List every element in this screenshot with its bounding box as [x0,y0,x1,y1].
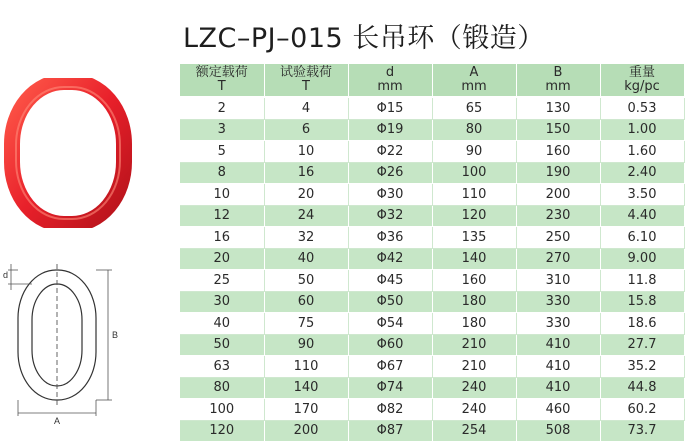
table-cell: 8 [180,162,264,184]
table-cell: 330 [516,313,600,335]
column-header-unit: T [302,79,310,94]
table-cell: 90 [264,334,348,356]
column-header [432,64,516,97]
table-row [180,291,684,313]
table-cell: 150 [516,119,600,141]
table-cell: 170 [264,399,348,421]
table-row [180,420,684,442]
column-header-unit: T [217,79,226,94]
table-cell: Φ36 [348,227,432,249]
table-cell: 90 [432,141,516,163]
table-cell: 18.6 [600,313,684,335]
table-cell: 180 [432,291,516,313]
table-cell: Φ67 [348,356,432,378]
table-row [180,227,684,249]
table-row [180,248,684,270]
table-cell: 310 [516,270,600,292]
table-cell: 5 [180,141,264,163]
table-cell: Φ45 [348,270,432,292]
table-cell: 210 [432,334,516,356]
table-cell: 180 [432,313,516,335]
table-cell: 110 [264,356,348,378]
column-header [516,64,600,97]
table-cell: 73.7 [600,420,684,442]
table-cell: 20 [264,184,348,206]
table-cell: 410 [516,334,600,356]
table-row [180,97,684,119]
table-cell: 2 [180,97,264,119]
table-cell: 9.00 [600,248,684,270]
table-cell: Φ32 [348,205,432,227]
table-cell: Φ22 [348,141,432,163]
table-cell: 4.40 [600,205,684,227]
table-cell: Φ26 [348,162,432,184]
table-cell: 1.00 [600,119,684,141]
table-cell: 27.7 [600,334,684,356]
label-b: B [112,330,119,340]
table-cell: 44.8 [600,377,684,399]
column-header-unit: kg/pc [624,79,660,94]
table-cell: 80 [432,119,516,141]
table-cell: 4 [264,97,348,119]
table-cell: Φ50 [348,291,432,313]
table-cell: 16 [264,162,348,184]
table-cell: 0.53 [600,97,684,119]
table-cell: 270 [516,248,600,270]
table-cell: Φ19 [348,119,432,141]
column-header-label: 额定载荷 [195,65,248,80]
table-cell: 24 [264,205,348,227]
table-cell: 240 [432,377,516,399]
table-cell: 50 [180,334,264,356]
table-cell: Φ82 [348,399,432,421]
table-cell: 10 [180,184,264,206]
table-cell: 10 [264,141,348,163]
column-header-label: d [385,65,395,80]
column-header-unit: mm [545,79,571,94]
table-row [180,270,684,292]
table-cell: 135 [432,227,516,249]
table-cell: 2.40 [600,162,684,184]
table-cell: 190 [516,162,600,184]
table-cell: 254 [432,420,516,442]
column-header-label: 重量 [628,65,655,80]
table-header-row [180,64,684,97]
table-body [180,97,684,442]
table-cell: 15.8 [600,291,684,313]
table-cell: Φ87 [348,420,432,442]
column-header [264,64,348,97]
table-cell: 110 [432,184,516,206]
table-cell: 210 [432,356,516,378]
table-cell: 30 [180,291,264,313]
table-cell: 65 [432,97,516,119]
column-header-unit: mm [377,79,403,94]
table-cell: 240 [432,399,516,421]
table-cell: 160 [516,141,600,163]
table-cell: 250 [516,227,600,249]
table-cell: 460 [516,399,600,421]
table-cell: 410 [516,377,600,399]
table-cell: 40 [180,313,264,335]
table-cell: 75 [264,313,348,335]
column-header-unit: mm [461,79,487,94]
table-cell: 6.10 [600,227,684,249]
table-cell: Φ54 [348,313,432,335]
table-cell: 3 [180,119,264,141]
table-cell: 140 [432,248,516,270]
column-header-label: 试验载荷 [279,65,332,80]
long-ring-photo [2,78,136,228]
table-cell: 35.2 [600,356,684,378]
table-cell: 130 [516,97,600,119]
dimension-diagram [0,256,140,426]
table-cell: 200 [516,184,600,206]
table-row [180,377,684,399]
table-cell: 3.50 [600,184,684,206]
column-header-label: A [469,65,479,80]
table-cell: 40 [264,248,348,270]
table-cell: 410 [516,356,600,378]
page-title: LZC–PJ–015 长吊环（锻造） [183,23,545,54]
table-cell: 100 [180,399,264,421]
table-row [180,399,684,421]
table-row [180,141,684,163]
table-cell: 50 [264,270,348,292]
table-row [180,356,684,378]
table-cell: Φ60 [348,334,432,356]
table-cell: 60.2 [600,399,684,421]
table-row [180,162,684,184]
table-row [180,334,684,356]
table-cell: 20 [180,248,264,270]
table-cell: Φ15 [348,97,432,119]
table-row [180,119,684,141]
label-a: A [54,416,61,426]
table-cell: 6 [264,119,348,141]
table-cell: 80 [180,377,264,399]
table-cell: 508 [516,420,600,442]
table-cell: 60 [264,291,348,313]
table-cell: 160 [432,270,516,292]
label-d: d [3,270,9,280]
table-cell: Φ74 [348,377,432,399]
column-header [348,64,432,97]
table-cell: Φ42 [348,248,432,270]
table-cell: 1.60 [600,141,684,163]
table-row [180,313,684,335]
table-cell: 230 [516,205,600,227]
table-cell: Φ30 [348,184,432,206]
table-cell: 32 [264,227,348,249]
table-cell: 200 [264,420,348,442]
table-cell: 100 [432,162,516,184]
table-cell: 63 [180,356,264,378]
table-row [180,184,684,206]
table-cell: 140 [264,377,348,399]
spec-table [180,64,685,442]
table-cell: 120 [180,420,264,442]
table-row [180,205,684,227]
table-cell: 330 [516,291,600,313]
column-header [600,64,684,97]
table-cell: 12 [180,205,264,227]
column-header-label: B [553,65,563,80]
column-header [180,64,264,97]
table-cell: 25 [180,270,264,292]
table-cell: 11.8 [600,270,684,292]
table-cell: 120 [432,205,516,227]
table-cell: 16 [180,227,264,249]
